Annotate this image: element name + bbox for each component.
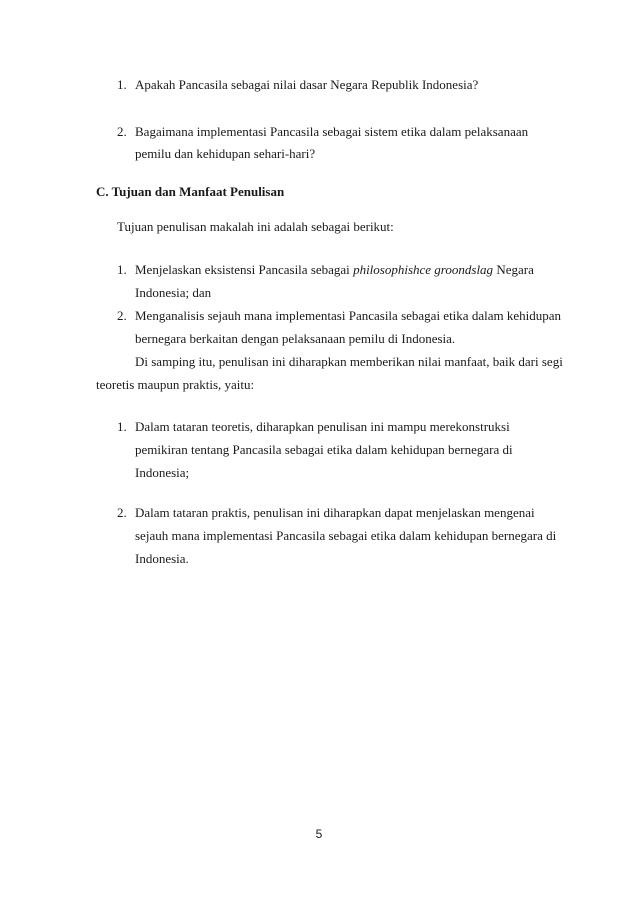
question-2-number: 2. (117, 124, 127, 139)
benefit-paragraph-line-1: Di samping itu, penulisan ini diharapkan memberikan nilai manfaat, baik dari segi (135, 354, 563, 369)
goal-1-suffix: Negara (493, 262, 534, 277)
question-1-number: 1. (117, 77, 127, 92)
section-heading: C. Tujuan dan Manfaat Penulisan (96, 184, 285, 199)
goal-1-number: 1. (117, 262, 127, 277)
question-2-text-line-2: pemilu dan kehidupan sehari-hari? (135, 146, 316, 161)
benefit-1-text-line-1: Dalam tataran teoretis, diharapkan penulisan ini mampu merekonstruksi (135, 419, 510, 434)
section-intro: Tujuan penulisan makalah ini adalah sebagai berikut: (117, 219, 394, 234)
goal-1-text-line-2: Indonesia; dan (135, 285, 212, 300)
goal-2-number: 2. (117, 308, 127, 323)
question-1-text: Apakah Pancasila sebagai nilai dasar Negara Republik Indonesia? (135, 77, 479, 92)
goal-1-prefix: Menjelaskan eksistensi Pancasila sebagai (135, 262, 354, 277)
goal-2-text-line-2: bernegara berkaitan dengan pelaksanaan pemilu di Indonesia. (135, 331, 456, 346)
benefit-1-text-line-3: Indonesia; (135, 465, 190, 480)
benefit-1-number: 1. (117, 419, 127, 434)
benefit-2-text-line-2: sejauh mana implementasi Pancasila sebagai etika dalam kehidupan bernegara di (135, 528, 557, 543)
benefit-2-number: 2. (117, 505, 127, 520)
benefit-2-text-line-3: Indonesia. (135, 551, 189, 566)
benefit-paragraph-line-2: teoretis maupun praktis, yaitu: (96, 377, 255, 392)
page-number: 5 (315, 827, 323, 841)
goal-1-text-line-1 (135, 262, 534, 278)
benefit-1-text-line-2: pemikiran tentang Pancasila sebagai etika dalam kehidupan bernegara di (135, 442, 513, 457)
question-2-text-line-1: Bagaimana implementasi Pancasila sebagai sistem etika dalam pelaksanaan (135, 124, 529, 139)
goal-1-italic-term: philosophishce groondslag (353, 262, 494, 277)
benefit-2-text-line-1: Dalam tataran praktis, penulisan ini diharapkan dapat menjelaskan mengenai (135, 505, 535, 520)
goal-2-text-line-1: Menganalisis sejauh mana implementasi Pancasila sebagai etika dalam kehidupan (135, 308, 561, 323)
